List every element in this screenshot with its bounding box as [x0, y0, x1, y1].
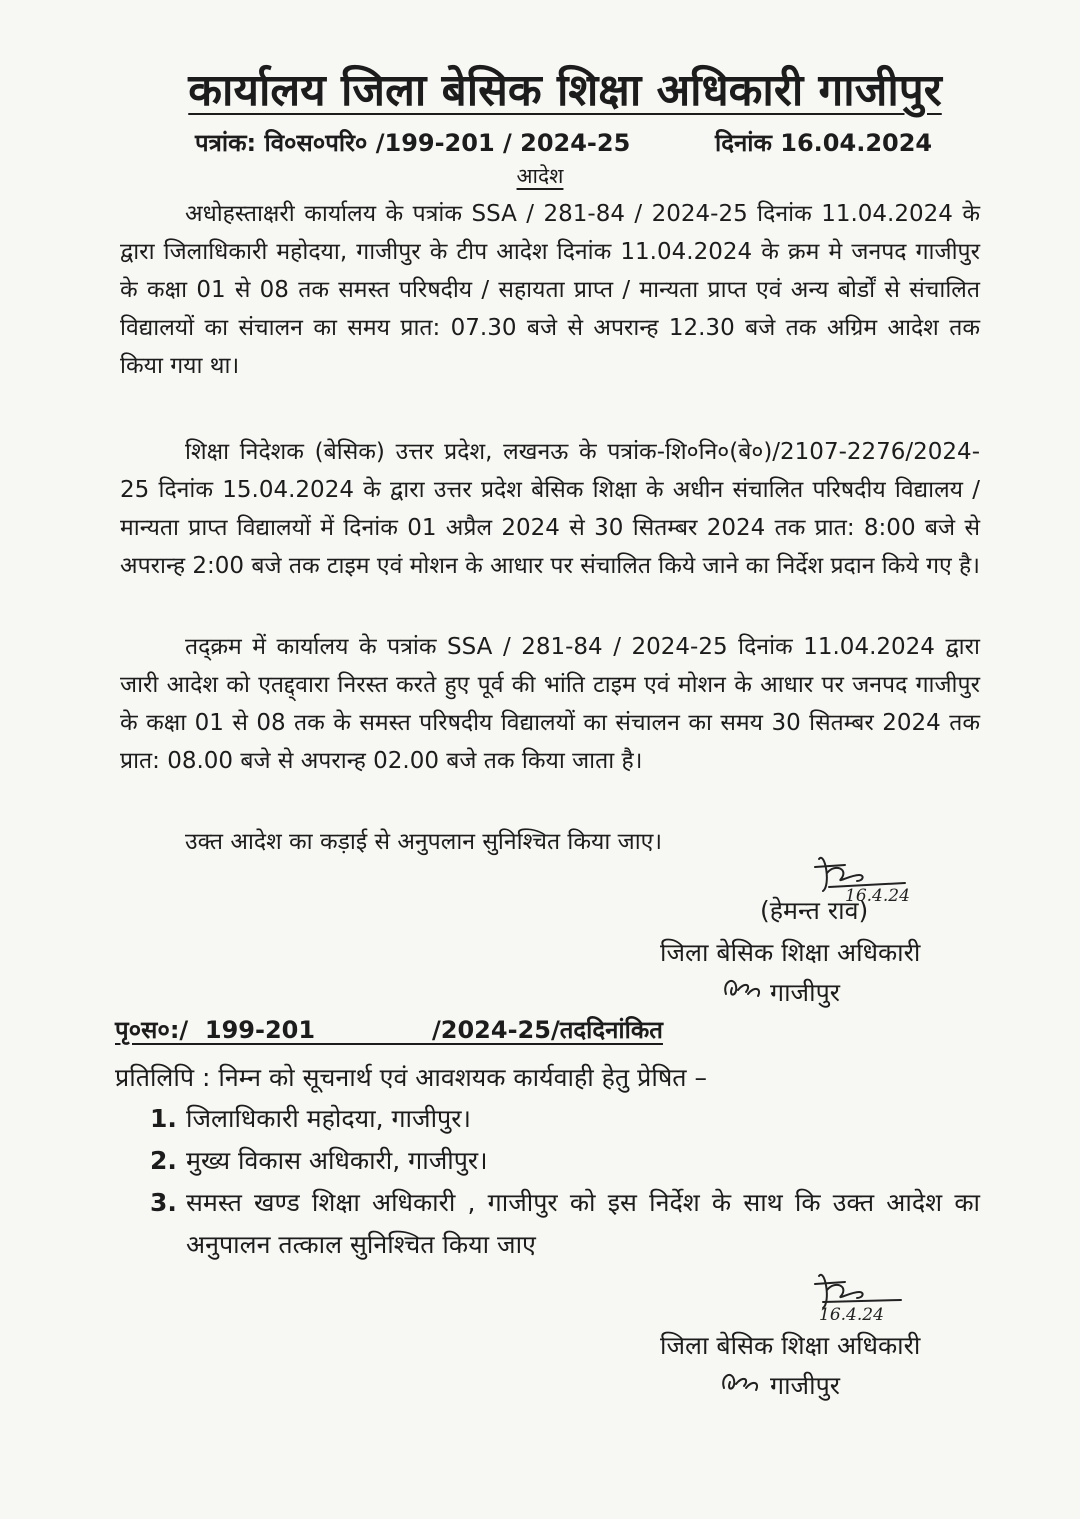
letter-date: दिनांक 16.04.2024 — [715, 129, 933, 157]
order-heading: आदेश — [516, 164, 564, 188]
list-text: समस्त खण्ड शिक्षा अधिकारी , गाजीपुर को इस निर्देश के साथ कि उक्त आदेश का अनुपालन तत्काल सुनिश्चित किया जाए — [186, 1188, 980, 1259]
order-paragraph-3: तद्क्रम में कार्यालय के पत्रांक SSA / 281-84 / 2024-25 दिनांक 11.04.2024 द्वारा जारी आदेश को एतद्द्वारा निरस्त करते हुए पूर्व की भांति टाइम एवं मोशन के आधार पर जनपद गाजीपुर के कक्षा 01 से 08 तक के समस्त परिषदीय विद्यालयों का संचालन का समय 30 सितम्बर 2024 तक प्रात: 08.00 बजे से अपरान्ह 02.00 बजे तक किया जाता है। — [120, 634, 980, 774]
signatory-designation-2: जिला बेसिक शिक्षा अधिकारी — [660, 1331, 921, 1360]
initials-mark-1 — [718, 972, 768, 1004]
handwritten-signature-2 — [805, 1262, 935, 1324]
order-paragraph-1: अधोहस्ताक्षरी कार्यालय के पत्रांक SSA / 281-84 / 2024-25 दिनांक 11.04.2024 के द्वारा जिलाधिकारी महोदया, गाजीपुर के टीप आदेश दिनांक 11.04.2024 के क्रम मे जनपद गाजीपुर के कक्षा 01 से 08 तक समस्त परिषदीय / सहायता प्राप्त / मान्यता प्राप्त एवं अन्य बोर्डों से संचालित विद्यालयों का संचालन का समय प्रात: 07.30 बजे से अपरान्ह 12.30 बजे तक अग्रिम आदेश तक किया गया था। — [120, 201, 980, 379]
signatory-name: (हेमन्त राव) — [760, 896, 869, 925]
list-item — [150, 1098, 980, 1140]
signature-date-1: 16.4.24 — [845, 886, 910, 905]
office-title: कार्यालय जिला बेसिक शिक्षा अधिकारी गाजीपुर — [188, 65, 942, 116]
copy-reference: पृ०स०:/ 199-201 /2024-25/तददिनांकित — [115, 1016, 663, 1044]
list-number: 3. — [150, 1188, 177, 1217]
copy-recipient-list — [150, 1098, 980, 1266]
signatory-place-2: गाजीपुर — [770, 1371, 841, 1400]
order-paragraph-2: शिक्षा निदेशक (बेसिक) उत्तर प्रदेश, लखनऊ के पत्रांक-शि०नि०(बे०)/2107-2276/2024-25 दिनांक 15.04.2024 के द्वारा उत्तर प्रदेश बेसिक शिक्षा के अधीन संचालित परिषदीय विद्यालय /मान्यता प्राप्त विद्यालयों में दिनांक 01 अप्रैल 2024 से 30 सितम्बर 2024 तक प्रात: 8:00 बजे से अपरान्ह 2:00 बजे तक टाइम एवं मोशन के आधार पर संचालित किये जाने का निर्देश प्रदान किये गए है। — [120, 439, 980, 579]
list-number: 1. — [150, 1104, 177, 1133]
list-item — [150, 1182, 980, 1266]
list-number: 2. — [150, 1146, 177, 1175]
list-text: मुख्य विकास अधिकारी, गाजीपुर। — [186, 1146, 488, 1175]
list-text: जिलाधिकारी महोदया, गाजीपुर। — [186, 1104, 471, 1133]
initials-mark-2 — [716, 1366, 766, 1398]
letter-number: पत्रांक: वि०स०परि० /199-201 / 2024-25 — [195, 129, 631, 157]
signature-date-2: 16.4.24 — [819, 1305, 884, 1324]
list-item — [150, 1140, 980, 1182]
order-paragraph-4: उक्त आदेश का कड़ाई से अनुपलान सुनिश्चित किया जाए। — [185, 829, 663, 855]
copy-intro: प्रतिलिपि : निम्न को सूचनार्थ एवं आवशयक कार्यवाही हेतु प्रेषित – — [115, 1063, 707, 1092]
signatory-designation-1: जिला बेसिक शिक्षा अधिकारी — [660, 938, 921, 967]
signatory-place-1: गाजीपुर — [770, 978, 841, 1007]
